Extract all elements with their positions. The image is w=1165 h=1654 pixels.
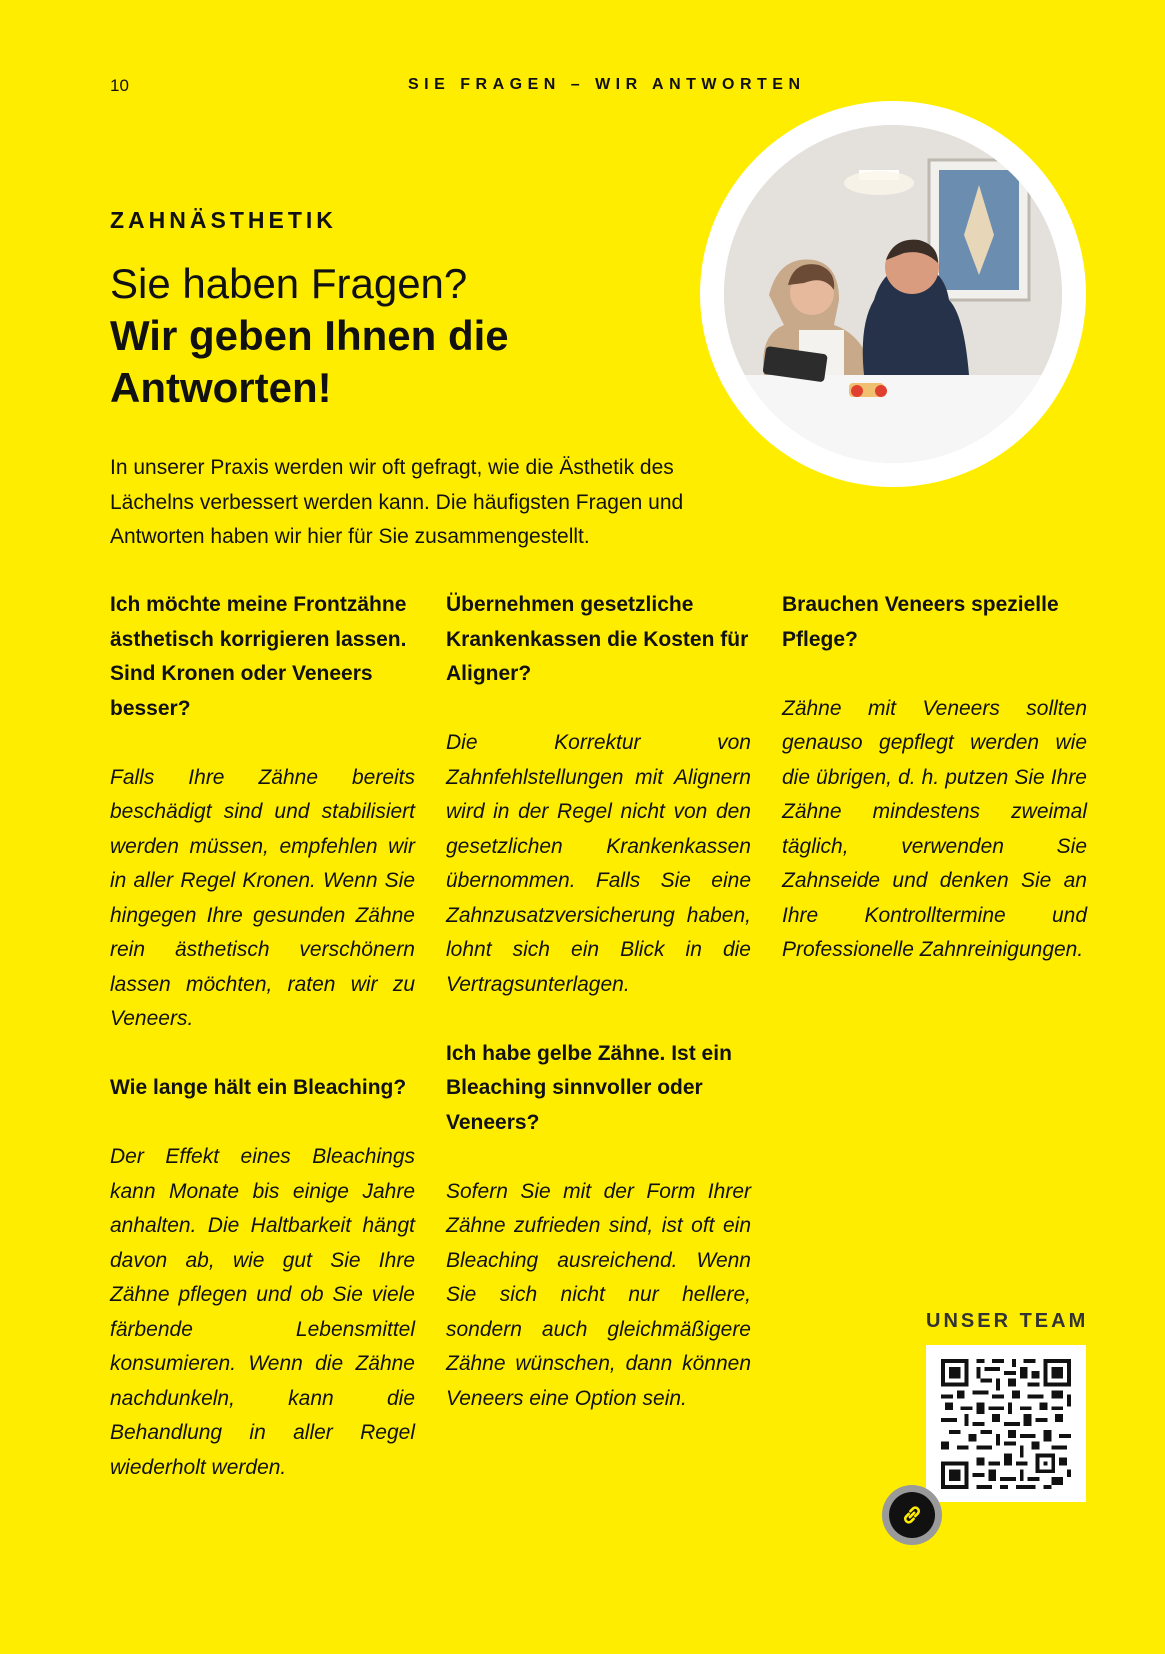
faq-question: Brauchen Veneers spezielle Pflege? bbox=[782, 593, 1059, 651]
practice-photo bbox=[700, 101, 1086, 487]
qr-code[interactable] bbox=[926, 1345, 1086, 1502]
photo-illustration bbox=[724, 125, 1062, 463]
team-label: UNSER TEAM bbox=[926, 1310, 1089, 1332]
faq-column-3 bbox=[782, 588, 1087, 1002]
running-header: SIE FRAGEN – WIR ANTWORTEN bbox=[408, 76, 806, 93]
section-label: ZAHNÄSTHETIK bbox=[110, 207, 337, 233]
intro-paragraph: In unserer Praxis werden wir oft gefragt, wie die Ästhetik des Lächelns verbessert werden kann. Die häufigsten Fragen und Antworten haben wir hier für Sie zusammengestellt. bbox=[110, 456, 684, 548]
link-icon bbox=[889, 1492, 935, 1538]
faq-column-1 bbox=[110, 588, 415, 1520]
faq-question: Ich möchte meine Frontzähne ästhetisch korrigieren lassen. Sind Kronen oder Veneers besser? bbox=[110, 593, 407, 720]
faq-answer: Die Korrektur von Zahnfehlstellungen mit Alignern wird in der Regel nicht von den gesetzlichen Krankenkassen übernommen. Falls Sie eine Zahnzusatzversicherung haben, lohnt sich ein Blick in die Vertragsunterlagen. bbox=[446, 731, 751, 996]
faq-question: Übernehmen gesetzliche Krankenkassen die Kosten für Aligner? bbox=[446, 593, 749, 685]
headline bbox=[110, 258, 670, 414]
faq-answer: Zähne mit Veneers sollten genauso gepflegt werden wie die übrigen, d. h. putzen Sie Ihre Zähne mindestens zweimal täglich, verwenden Sie Zahnseide und denken Sie an Ihre Kontrolltermine und Professionelle Zahnreinigungen. bbox=[782, 696, 1087, 961]
faq-question: Ich habe gelbe Zähne. Ist ein Bleaching sinnvoller oder Veneers? bbox=[446, 1041, 732, 1134]
faq-question: Wie lange hält ein Bleaching? bbox=[110, 1076, 407, 1099]
headline-light: Sie haben Fragen? bbox=[110, 260, 468, 307]
faq-column-2 bbox=[446, 588, 751, 1451]
headline-bold: Wir geben Ihnen die Antworten! bbox=[110, 312, 509, 411]
photo-dentist-consultation bbox=[724, 125, 1062, 463]
faq-answer: Falls Ihre Zähne bereits beschädigt sind und stabilisiert werden müssen, empfehlen wir in aller Regel Kronen. Wenn Sie hingegen Ihre gesunden Zähne rein ästhetisch verschönern lassen möchten, raten wir zu Veneers. bbox=[110, 765, 415, 1030]
faq-answer: Sofern Sie mit der Form Ihrer Zähne zufrieden sind, ist oft ein Bleaching ausreichend. Wenn Sie sich nicht nur hellere, sondern auch gleichmäßigere Zähne wünschen, dann können Veneers eine Option sein. bbox=[446, 1179, 751, 1410]
link-button[interactable] bbox=[882, 1485, 942, 1545]
page-number: 10 bbox=[110, 76, 129, 95]
qr-code-icon bbox=[940, 1359, 1072, 1489]
faq-answer: Der Effekt eines Bleachings kann Monate bis einige Jahre anhalten. Die Haltbarkeit hängt davon ab, wie gut Sie Ihre Zähne pflegen und ob Sie viele färbende Lebensmittel konsumieren. Wenn die Zähne nachdunkeln, kann die Behandlung in aller Regel wiederholt werden. bbox=[110, 1145, 415, 1479]
